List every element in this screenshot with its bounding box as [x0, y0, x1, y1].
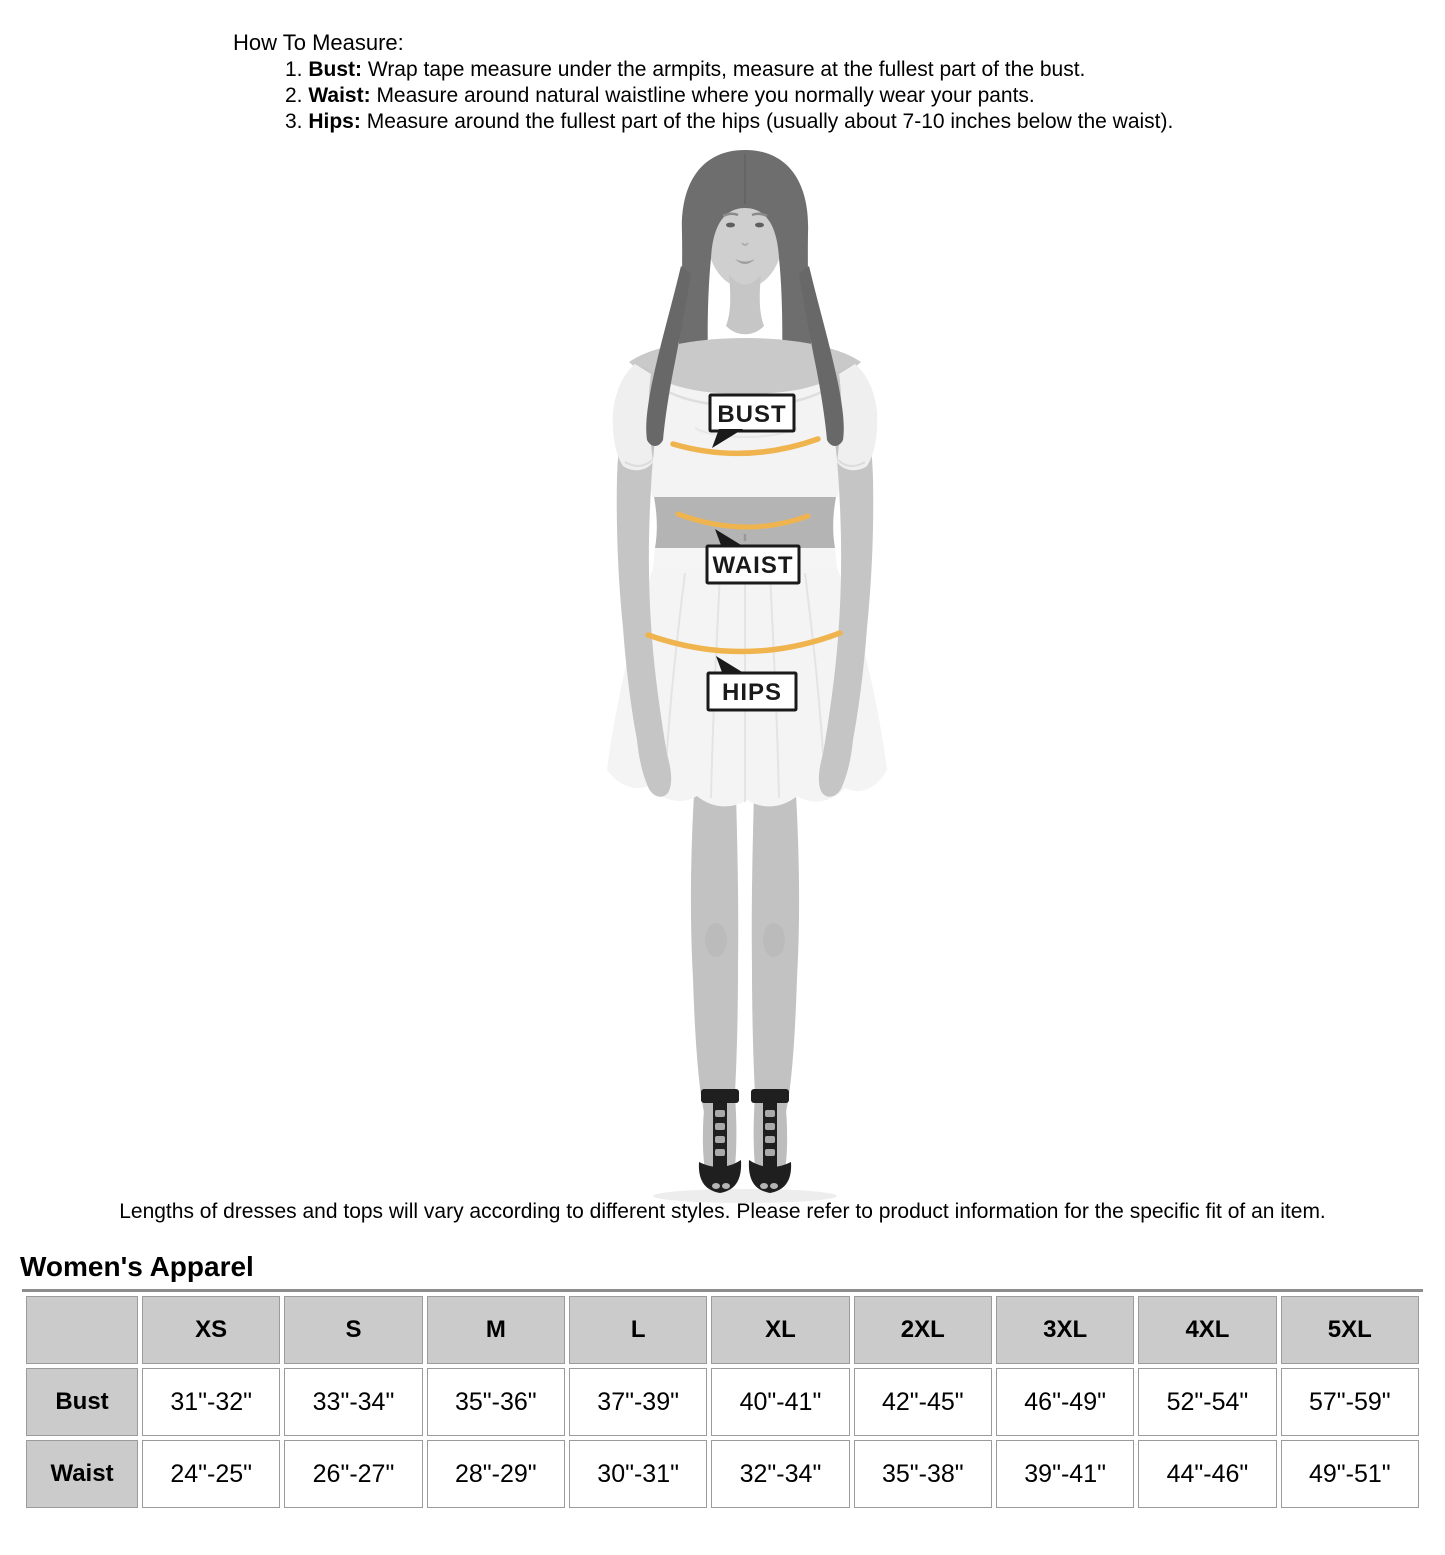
instruction-bust [285, 57, 1173, 83]
instruction-text: Measure around the fullest part of the hips (usually about 7-10 inches below the waist). [366, 110, 1174, 133]
bust-value-l: 37"-39" [569, 1368, 707, 1436]
waist-row [26, 1440, 1419, 1508]
corner-cell [26, 1296, 138, 1364]
instruction-number: 3. [285, 110, 303, 133]
instruction-hips [285, 109, 1173, 135]
waist-value-2xl: 35"-38" [854, 1440, 992, 1508]
hips-callout-label: HIPS [721, 679, 783, 706]
table-title: Women's Apparel [20, 1251, 254, 1282]
bust-value-xl: 40"-41" [711, 1368, 849, 1436]
size-table [22, 1292, 1423, 1512]
knee-shadow-left [705, 923, 727, 957]
eye-right [755, 223, 764, 228]
measurement-figure [585, 148, 905, 1208]
bust-value-4xl: 52"-54" [1138, 1368, 1276, 1436]
col-header-m: M [427, 1296, 565, 1364]
instruction-text: Measure around natural waistline where you normally wear your pants. [376, 84, 1035, 107]
bust-value-3xl: 46"-49" [996, 1368, 1134, 1436]
col-header-s: S [284, 1296, 422, 1364]
waist-value-4xl: 44"-46" [1138, 1440, 1276, 1508]
instruction-term: Waist: [308, 84, 371, 107]
instruction-number: 1. [285, 58, 303, 81]
col-header-5xl: 5XL [1281, 1296, 1419, 1364]
row-header-bust: Bust [26, 1368, 138, 1436]
bust-value-s: 33"-34" [284, 1368, 422, 1436]
bust-value-5xl: 57"-59" [1281, 1368, 1419, 1436]
eye-left [726, 223, 735, 228]
waist-value-3xl: 39"-41" [996, 1440, 1134, 1508]
instruction-number: 2. [285, 84, 303, 107]
waist-value-5xl: 49"-51" [1281, 1440, 1419, 1508]
measure-instructions [285, 57, 1173, 135]
instruction-waist [285, 83, 1173, 109]
fit-note: Lengths of dresses and tops will vary according to different styles. Please refer to product information for the specific fit of an item. [119, 1200, 1326, 1223]
instruction-text: Wrap tape measure under the armpits, measure at the fullest part of the bust. [367, 58, 1086, 81]
col-header-xl: XL [711, 1296, 849, 1364]
waist-value-l: 30"-31" [569, 1440, 707, 1508]
waist-callout-label: WAIST [712, 552, 794, 579]
bust-callout-label: BUST [717, 401, 787, 428]
bust-value-m: 35"-36" [427, 1368, 565, 1436]
waist-value-xl: 32"-34" [711, 1440, 849, 1508]
row-header-waist: Waist [26, 1440, 138, 1508]
page-title: How To Measure: [233, 30, 404, 56]
knee-shadow-right [763, 923, 785, 957]
col-header-4xl: 4XL [1138, 1296, 1276, 1364]
size-table-section [22, 1289, 1423, 1512]
col-header-xs: XS [142, 1296, 280, 1364]
bust-value-xs: 31"-32" [142, 1368, 280, 1436]
bust-value-2xl: 42"-45" [854, 1368, 992, 1436]
size-table-header-row [26, 1296, 1419, 1364]
col-header-3xl: 3XL [996, 1296, 1134, 1364]
model-illustration [585, 148, 905, 1208]
bust-row [26, 1368, 1419, 1436]
waist-value-m: 28"-29" [427, 1440, 565, 1508]
col-header-l: L [569, 1296, 707, 1364]
waist-value-s: 26"-27" [284, 1440, 422, 1508]
instruction-term: Hips: [308, 110, 361, 133]
waist-value-xs: 24"-25" [142, 1440, 280, 1508]
instruction-term: Bust: [308, 58, 363, 81]
col-header-2xl: 2XL [854, 1296, 992, 1364]
